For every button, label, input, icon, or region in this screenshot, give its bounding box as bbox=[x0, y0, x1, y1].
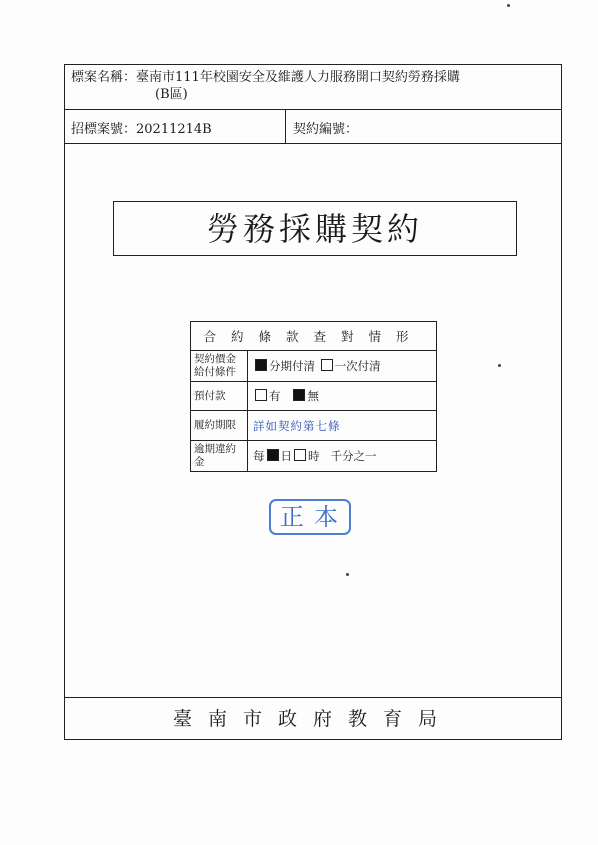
scan-speck bbox=[507, 4, 510, 7]
row-label: 逾期違約金 bbox=[191, 441, 248, 472]
option-label: 一次付清 bbox=[334, 359, 381, 373]
option-label: 日 bbox=[280, 449, 292, 463]
contract-number-label: 契約編號： bbox=[293, 122, 359, 137]
table-row bbox=[191, 441, 437, 472]
case-name-line2: (B區) bbox=[155, 87, 188, 102]
option-label: 有 bbox=[269, 389, 281, 403]
prepayment-options bbox=[248, 382, 437, 411]
document-title: 勞務採購契約 bbox=[113, 201, 517, 256]
option-label: 無 bbox=[307, 389, 319, 403]
option-label: 時 bbox=[308, 449, 320, 463]
numbers-row bbox=[65, 110, 561, 144]
penalty-prefix: 每 bbox=[253, 449, 265, 463]
penalty-rate: 千分之一 bbox=[330, 449, 377, 463]
checkbox-checked-icon bbox=[267, 449, 279, 461]
payment-options bbox=[248, 351, 437, 382]
case-name-label: 標案名稱： bbox=[71, 70, 137, 85]
table-row bbox=[191, 411, 437, 441]
table-row bbox=[191, 351, 437, 382]
terms-table-header: 合約條款查對情形 bbox=[191, 322, 437, 351]
checkbox-checked-icon bbox=[293, 389, 305, 401]
handwritten-term-value: 詳如契約第七條 bbox=[248, 411, 437, 441]
issuing-agency: 臺南市政府教育局 bbox=[65, 697, 561, 739]
row-label: 履約期限 bbox=[191, 411, 248, 441]
penalty-options bbox=[248, 441, 437, 472]
checkbox-empty-icon bbox=[255, 389, 267, 401]
table-row bbox=[191, 382, 437, 411]
checkbox-checked-icon bbox=[255, 359, 267, 371]
case-name-row bbox=[65, 65, 561, 110]
case-name-line1: 臺南市111年校園安全及維護人力服務開口契約勞務採購 bbox=[136, 70, 460, 85]
option-label: 分期付清 bbox=[269, 359, 315, 373]
checkbox-empty-icon bbox=[321, 359, 333, 371]
row-label: 契約價金給付條件 bbox=[191, 351, 248, 382]
checkbox-empty-icon bbox=[294, 449, 306, 461]
original-copy-stamp: 正本 bbox=[269, 499, 351, 535]
document-frame bbox=[64, 64, 562, 740]
terms-table bbox=[190, 321, 437, 472]
row-label: 預付款 bbox=[191, 382, 248, 411]
tender-number-label: 招標案號： bbox=[71, 122, 137, 137]
tender-number-cell bbox=[65, 110, 286, 143]
tender-number-value: 20211214B bbox=[136, 122, 212, 137]
